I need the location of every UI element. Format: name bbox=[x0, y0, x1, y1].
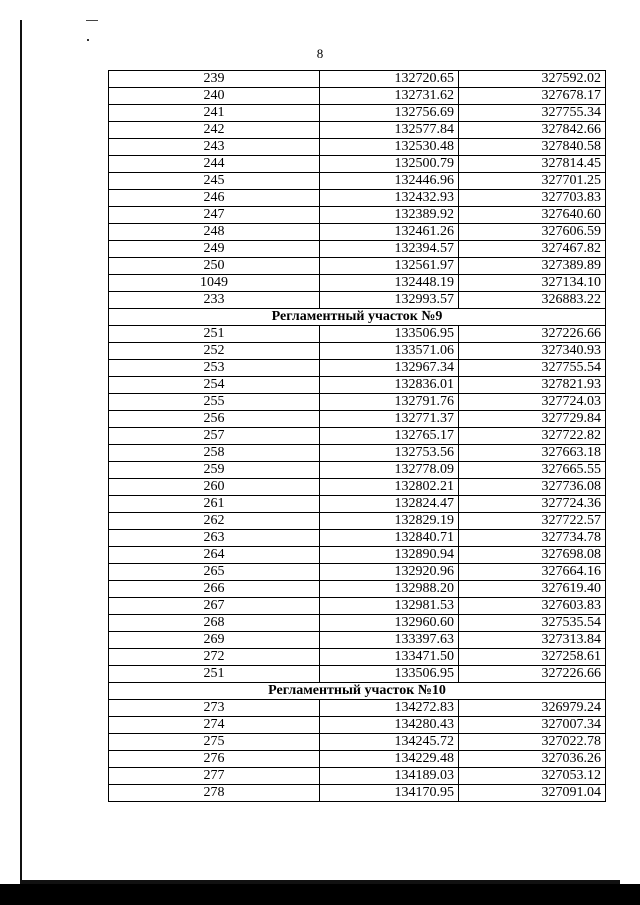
point-number-cell: 244 bbox=[109, 156, 320, 173]
y-coordinate-cell: 327535.54 bbox=[459, 615, 606, 632]
table-row bbox=[109, 292, 606, 309]
point-number-cell: 253 bbox=[109, 360, 320, 377]
table-row bbox=[109, 71, 606, 88]
y-coordinate-cell: 327729.84 bbox=[459, 411, 606, 428]
x-coordinate-cell: 133571.06 bbox=[320, 343, 459, 360]
x-coordinate-cell: 132993.57 bbox=[320, 292, 459, 309]
y-coordinate-cell: 327703.83 bbox=[459, 190, 606, 207]
point-number-cell: 255 bbox=[109, 394, 320, 411]
x-coordinate-cell: 132720.65 bbox=[320, 71, 459, 88]
y-coordinate-cell: 326979.24 bbox=[459, 700, 606, 717]
point-number-cell: 233 bbox=[109, 292, 320, 309]
y-coordinate-cell: 326883.22 bbox=[459, 292, 606, 309]
table-row bbox=[109, 547, 606, 564]
y-coordinate-cell: 327722.57 bbox=[459, 513, 606, 530]
point-number-cell: 256 bbox=[109, 411, 320, 428]
point-number-cell: 240 bbox=[109, 88, 320, 105]
point-number-cell: 264 bbox=[109, 547, 320, 564]
x-coordinate-cell: 134189.03 bbox=[320, 768, 459, 785]
y-coordinate-cell: 327755.34 bbox=[459, 105, 606, 122]
point-number-cell: 267 bbox=[109, 598, 320, 615]
point-number-cell: 259 bbox=[109, 462, 320, 479]
x-coordinate-cell: 132389.92 bbox=[320, 207, 459, 224]
x-coordinate-cell: 132756.69 bbox=[320, 105, 459, 122]
y-coordinate-cell: 327226.66 bbox=[459, 326, 606, 343]
y-coordinate-cell: 327664.16 bbox=[459, 564, 606, 581]
table-row bbox=[109, 649, 606, 666]
table-row bbox=[109, 581, 606, 598]
table-row bbox=[109, 768, 606, 785]
table-row bbox=[109, 496, 606, 513]
y-coordinate-cell: 327592.02 bbox=[459, 71, 606, 88]
y-coordinate-cell: 327722.82 bbox=[459, 428, 606, 445]
y-coordinate-cell: 327053.12 bbox=[459, 768, 606, 785]
point-number-cell: 239 bbox=[109, 71, 320, 88]
table-row bbox=[109, 632, 606, 649]
point-number-cell: 254 bbox=[109, 377, 320, 394]
table-row bbox=[109, 173, 606, 190]
scan-left-border bbox=[20, 20, 22, 882]
table-row bbox=[109, 88, 606, 105]
table-row bbox=[109, 530, 606, 547]
y-coordinate-cell: 327134.10 bbox=[459, 275, 606, 292]
x-coordinate-cell: 132981.53 bbox=[320, 598, 459, 615]
x-coordinate-cell: 132731.62 bbox=[320, 88, 459, 105]
x-coordinate-cell: 132920.96 bbox=[320, 564, 459, 581]
y-coordinate-cell: 327226.66 bbox=[459, 666, 606, 683]
point-number-cell: 274 bbox=[109, 717, 320, 734]
y-coordinate-cell: 327663.18 bbox=[459, 445, 606, 462]
point-number-cell: 245 bbox=[109, 173, 320, 190]
x-coordinate-cell: 132753.56 bbox=[320, 445, 459, 462]
point-number-cell: 277 bbox=[109, 768, 320, 785]
x-coordinate-cell: 132960.60 bbox=[320, 615, 459, 632]
x-coordinate-cell: 132988.20 bbox=[320, 581, 459, 598]
table-row bbox=[109, 700, 606, 717]
point-number-cell: 251 bbox=[109, 326, 320, 343]
point-number-cell: 273 bbox=[109, 700, 320, 717]
table-row bbox=[109, 462, 606, 479]
y-coordinate-cell: 327724.03 bbox=[459, 394, 606, 411]
x-coordinate-cell: 134229.48 bbox=[320, 751, 459, 768]
x-coordinate-cell: 132829.19 bbox=[320, 513, 459, 530]
table-row bbox=[109, 241, 606, 258]
x-coordinate-cell: 133506.95 bbox=[320, 326, 459, 343]
point-number-cell: 275 bbox=[109, 734, 320, 751]
table-row bbox=[109, 275, 606, 292]
point-number-cell: 257 bbox=[109, 428, 320, 445]
point-number-cell: 261 bbox=[109, 496, 320, 513]
point-number-cell: 278 bbox=[109, 785, 320, 802]
x-coordinate-cell: 132530.48 bbox=[320, 139, 459, 156]
x-coordinate-cell: 133397.63 bbox=[320, 632, 459, 649]
point-number-cell: 242 bbox=[109, 122, 320, 139]
point-number-cell: 250 bbox=[109, 258, 320, 275]
scan-black-band bbox=[0, 884, 640, 905]
y-coordinate-cell: 327467.82 bbox=[459, 241, 606, 258]
x-coordinate-cell: 132561.97 bbox=[320, 258, 459, 275]
table-row bbox=[109, 207, 606, 224]
x-coordinate-cell: 132836.01 bbox=[320, 377, 459, 394]
point-number-cell: 265 bbox=[109, 564, 320, 581]
table-row bbox=[109, 139, 606, 156]
x-coordinate-cell: 132432.93 bbox=[320, 190, 459, 207]
x-coordinate-cell: 134245.72 bbox=[320, 734, 459, 751]
x-coordinate-cell: 134272.83 bbox=[320, 700, 459, 717]
section-title: Регламентный участок №10 bbox=[109, 683, 606, 700]
y-coordinate-cell: 327389.89 bbox=[459, 258, 606, 275]
table-row bbox=[109, 105, 606, 122]
scan-mark bbox=[86, 20, 98, 21]
table-row bbox=[109, 258, 606, 275]
point-number-cell: 252 bbox=[109, 343, 320, 360]
table-row bbox=[109, 666, 606, 683]
y-coordinate-cell: 327258.61 bbox=[459, 649, 606, 666]
y-coordinate-cell: 327313.84 bbox=[459, 632, 606, 649]
x-coordinate-cell: 132771.37 bbox=[320, 411, 459, 428]
y-coordinate-cell: 327603.83 bbox=[459, 598, 606, 615]
scan-dot bbox=[87, 39, 89, 41]
section-header-row bbox=[109, 683, 606, 700]
table-row bbox=[109, 564, 606, 581]
x-coordinate-cell: 132765.17 bbox=[320, 428, 459, 445]
y-coordinate-cell: 327734.78 bbox=[459, 530, 606, 547]
point-number-cell: 246 bbox=[109, 190, 320, 207]
y-coordinate-cell: 327665.55 bbox=[459, 462, 606, 479]
x-coordinate-cell: 132890.94 bbox=[320, 547, 459, 564]
point-number-cell: 272 bbox=[109, 649, 320, 666]
coordinates-table-body bbox=[109, 71, 606, 802]
table-row bbox=[109, 156, 606, 173]
y-coordinate-cell: 327007.34 bbox=[459, 717, 606, 734]
table-row bbox=[109, 751, 606, 768]
table-row bbox=[109, 377, 606, 394]
table-row bbox=[109, 360, 606, 377]
x-coordinate-cell: 132577.84 bbox=[320, 122, 459, 139]
table-row bbox=[109, 411, 606, 428]
x-coordinate-cell: 132791.76 bbox=[320, 394, 459, 411]
y-coordinate-cell: 327821.93 bbox=[459, 377, 606, 394]
table-row bbox=[109, 445, 606, 462]
point-number-cell: 248 bbox=[109, 224, 320, 241]
section-title: Регламентный участок №9 bbox=[109, 309, 606, 326]
y-coordinate-cell: 327842.66 bbox=[459, 122, 606, 139]
point-number-cell: 262 bbox=[109, 513, 320, 530]
y-coordinate-cell: 327698.08 bbox=[459, 547, 606, 564]
table-row bbox=[109, 717, 606, 734]
y-coordinate-cell: 327091.04 bbox=[459, 785, 606, 802]
x-coordinate-cell: 132802.21 bbox=[320, 479, 459, 496]
y-coordinate-cell: 327736.08 bbox=[459, 479, 606, 496]
table-row bbox=[109, 428, 606, 445]
point-number-cell: 249 bbox=[109, 241, 320, 258]
point-number-cell: 266 bbox=[109, 581, 320, 598]
x-coordinate-cell: 132824.47 bbox=[320, 496, 459, 513]
table-row bbox=[109, 734, 606, 751]
table-row bbox=[109, 122, 606, 139]
table-row bbox=[109, 343, 606, 360]
x-coordinate-cell: 133471.50 bbox=[320, 649, 459, 666]
table-row bbox=[109, 598, 606, 615]
x-coordinate-cell: 133506.95 bbox=[320, 666, 459, 683]
x-coordinate-cell: 132840.71 bbox=[320, 530, 459, 547]
point-number-cell: 243 bbox=[109, 139, 320, 156]
y-coordinate-cell: 327619.40 bbox=[459, 581, 606, 598]
y-coordinate-cell: 327840.58 bbox=[459, 139, 606, 156]
table-row bbox=[109, 326, 606, 343]
x-coordinate-cell: 134280.43 bbox=[320, 717, 459, 734]
table-row bbox=[109, 394, 606, 411]
table-row bbox=[109, 513, 606, 530]
section-header-row bbox=[109, 309, 606, 326]
table-row bbox=[109, 615, 606, 632]
x-coordinate-cell: 132778.09 bbox=[320, 462, 459, 479]
table-row bbox=[109, 785, 606, 802]
y-coordinate-cell: 327814.45 bbox=[459, 156, 606, 173]
x-coordinate-cell: 132967.34 bbox=[320, 360, 459, 377]
x-coordinate-cell: 132446.96 bbox=[320, 173, 459, 190]
x-coordinate-cell: 134170.95 bbox=[320, 785, 459, 802]
point-number-cell: 269 bbox=[109, 632, 320, 649]
x-coordinate-cell: 132394.57 bbox=[320, 241, 459, 258]
y-coordinate-cell: 327755.54 bbox=[459, 360, 606, 377]
x-coordinate-cell: 132500.79 bbox=[320, 156, 459, 173]
y-coordinate-cell: 327036.26 bbox=[459, 751, 606, 768]
table-row bbox=[109, 190, 606, 207]
point-number-cell: 251 bbox=[109, 666, 320, 683]
y-coordinate-cell: 327678.17 bbox=[459, 88, 606, 105]
point-number-cell: 263 bbox=[109, 530, 320, 547]
point-number-cell: 258 bbox=[109, 445, 320, 462]
point-number-cell: 260 bbox=[109, 479, 320, 496]
point-number-cell: 268 bbox=[109, 615, 320, 632]
table-row bbox=[109, 479, 606, 496]
point-number-cell: 276 bbox=[109, 751, 320, 768]
y-coordinate-cell: 327640.60 bbox=[459, 207, 606, 224]
y-coordinate-cell: 327606.59 bbox=[459, 224, 606, 241]
table-row bbox=[109, 224, 606, 241]
point-number-cell: 247 bbox=[109, 207, 320, 224]
y-coordinate-cell: 327701.25 bbox=[459, 173, 606, 190]
x-coordinate-cell: 132448.19 bbox=[320, 275, 459, 292]
y-coordinate-cell: 327724.36 bbox=[459, 496, 606, 513]
point-number-cell: 241 bbox=[109, 105, 320, 122]
y-coordinate-cell: 327340.93 bbox=[459, 343, 606, 360]
point-number-cell: 1049 bbox=[109, 275, 320, 292]
y-coordinate-cell: 327022.78 bbox=[459, 734, 606, 751]
page-number: 8 bbox=[316, 46, 324, 61]
coordinates-table bbox=[108, 70, 606, 802]
x-coordinate-cell: 132461.26 bbox=[320, 224, 459, 241]
